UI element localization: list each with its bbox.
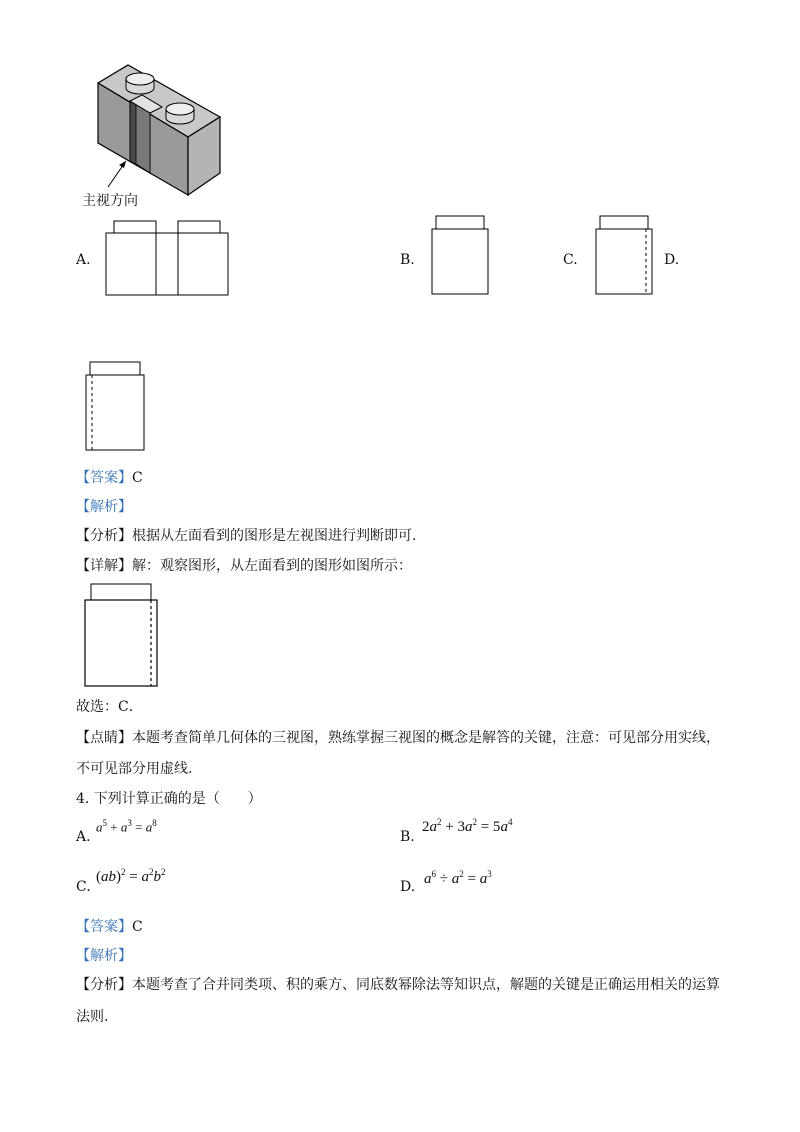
dianjing-tag: 点睛: [90, 730, 118, 746]
q4-option-d-label: D.: [400, 879, 416, 895]
q4-option-c-formula: $(ab)^2 = a^2b^2$: [96, 867, 166, 885]
q3-fenxi-line: 【分析】根据从左面看到的图形是左视图进行判断即可.: [76, 528, 417, 544]
option-b-label: B.: [400, 252, 415, 268]
fenxi-tag: 分析: [90, 528, 118, 544]
q4-fenxi-line2: 法则.: [76, 1009, 109, 1025]
option-c-figure: [594, 214, 656, 296]
q4-answer-line: 【答案】C: [76, 919, 143, 935]
q3-conclusion: 故选：C．: [76, 699, 143, 715]
option-c-label: C.: [563, 252, 578, 268]
option-d-figure: [84, 360, 146, 452]
q4-option-d-formula: $a^6 \div a^2 = a^3$: [424, 869, 492, 887]
q4-stem: 4. 下列计算正确的是（ ）: [76, 791, 262, 807]
xiangjie-tag: 详解: [90, 558, 118, 574]
dianjing-text-1: 本题考查简单几何体的三视图，熟练掌握三视图的概念是解答的关键，注意：可见部分用实线，: [132, 730, 720, 746]
block-3d-figure: [80, 55, 240, 205]
option-d-label: D.: [664, 252, 680, 268]
q4-option-b-formula: $2a^2 + 3a^2 = 5a^4$: [422, 817, 513, 835]
answer-value: C: [132, 470, 143, 486]
q4-analysis-tag: 解析: [90, 948, 118, 964]
q4-fenxi-text-1: 本题考查了合并同类项、积的乘方、同底数幂除法等知识点，解题的关键是正确运用相关的运算: [132, 977, 720, 993]
q3-analysis-heading: 【解析】: [76, 499, 132, 515]
option-a-figure: [104, 219, 230, 297]
q3-dianjing-line2: 不可见部分用虚线.: [76, 761, 193, 777]
q3-answer-line: 【答案】C: [76, 470, 143, 486]
q4-fenxi-line1: 【分析】本题考查了合并同类项、积的乘方、同底数幂除法等知识点，解题的关键是正确运用相关的运算: [76, 977, 720, 993]
answer-tag: 答案: [90, 470, 118, 486]
q4-option-b-label: B.: [400, 829, 415, 845]
q4-answer-value: C: [132, 919, 143, 935]
analysis-tag: 解析: [90, 499, 118, 515]
q4-option-a-formula: $a^5 + a^3 = a^8$: [96, 818, 157, 835]
fenxi-text: 根据从左面看到的图形是左视图进行判断即可.: [132, 528, 417, 544]
left-view-figure: [82, 582, 162, 690]
q4-answer-tag: 答案: [90, 919, 118, 935]
q4-option-c-label: C.: [76, 879, 91, 895]
q4-fenxi-tag: 分析: [90, 977, 118, 993]
option-a-label: A.: [76, 252, 91, 268]
q3-xiangjie-line: 【详解】解：观察图形，从左面看到的图形如图所示：: [76, 558, 412, 574]
q4-analysis-heading: 【解析】: [76, 948, 132, 964]
xiangjie-text: 解：观察图形，从左面看到的图形如图所示：: [132, 558, 412, 574]
q3-dianjing-line1: 【点睛】本题考查简单几何体的三视图，熟练掌握三视图的概念是解答的关键，注意：可见部分用实线，: [76, 730, 720, 746]
q4-option-a-label: A.: [76, 829, 91, 845]
option-b-figure: [430, 214, 492, 296]
direction-label: 主视方向: [82, 193, 138, 209]
